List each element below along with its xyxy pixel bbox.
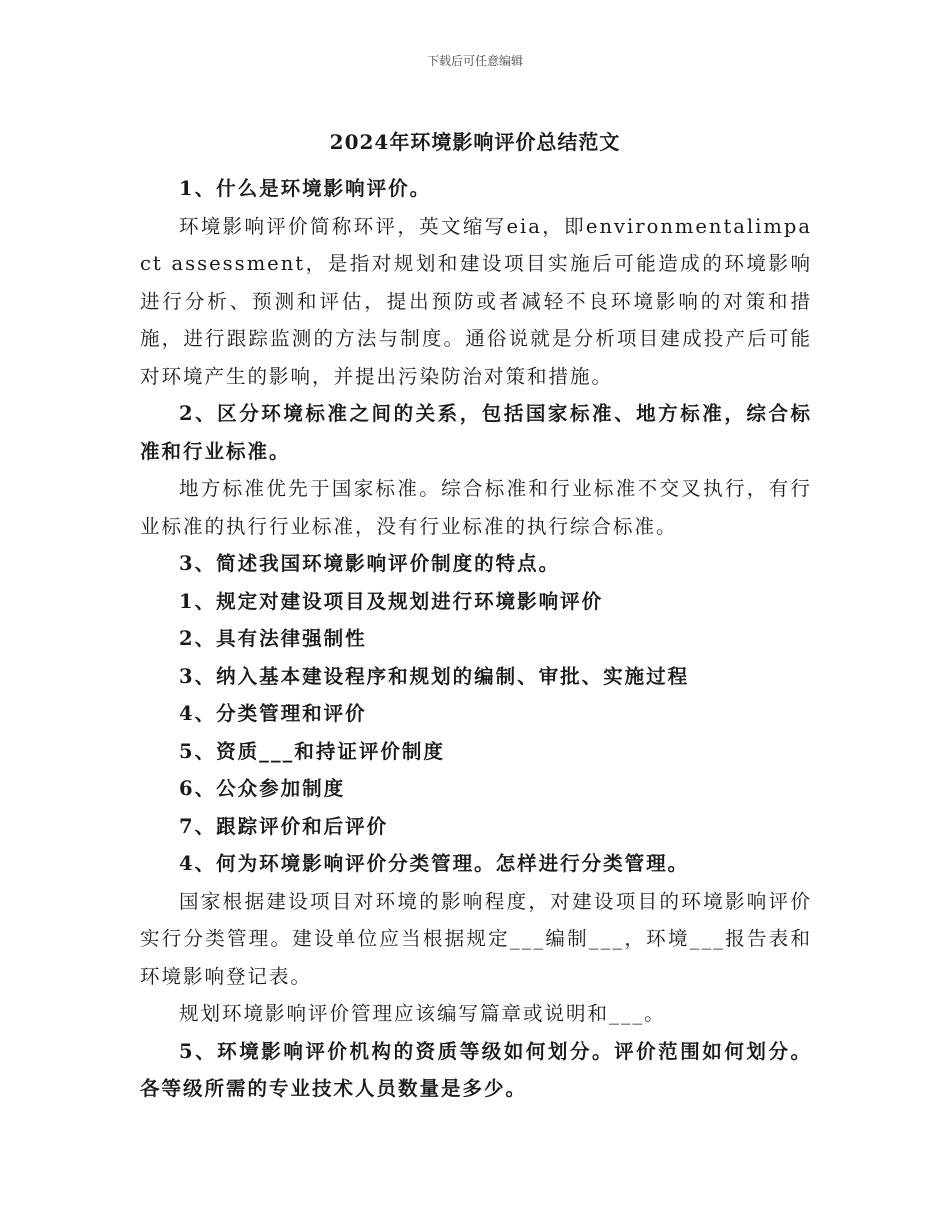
paragraph: 规划环境影响评价管理应该编写篇章或说明和___。 <box>179 1002 666 1025</box>
paragraph: 7、跟踪评价和后评价 <box>179 814 389 838</box>
paragraph: 3、简述我国环境影响评价制度的特点。 <box>179 552 561 575</box>
paragraph: 地方标准优先于国家标准。综合标准和行业标准不交叉执行，有行业标准的执行行业标准，没有行业标准的执行综合标准。 <box>140 477 812 538</box>
paragraph: 3、纳入基本建设程序和规划的编制、审批、实施过程 <box>179 664 690 688</box>
paragraph: 2、区分环境标准之间的关系，包括国家标准、地方标准，综合标准和行业标准。 <box>140 402 812 463</box>
page-header: 下载后可任意编辑 <box>426 54 523 68</box>
document-body <box>140 170 812 1108</box>
paragraph: 6、公众参加制度 <box>179 777 346 800</box>
paragraph: 环境影响评价简称环评，英文缩写eia，即environmentalimpact assessment，是指对规划和建设项目实施后可能造成的环境影响进行分析、预测和评估，提出预防或者减轻不良环境影响的对策和措施，进行跟踪监测的方法与制度。通俗说就是分析项目建成投产后可能对环境产生的影响，并提出污染防治对策和措施。 <box>140 214 812 388</box>
paragraph: 4、分类管理和评价 <box>179 702 367 725</box>
paragraph: 5、资质___和持证评价制度 <box>179 739 445 763</box>
paragraph: 1、什么是环境影响评价。 <box>179 177 432 200</box>
paragraph: 1、规定对建设项目及规划进行环境影响评价 <box>179 589 604 613</box>
paragraph: 5、环境影响评价机构的资质等级如何划分。评价范围如何划分。各等级所需的专业技术人员数量是多少。 <box>140 1039 812 1100</box>
document-title: 2024年环境影响评价总结范文 <box>329 130 621 154</box>
paragraph: 国家根据建设项目对环境的影响程度，对建设项目的环境影响评价实行分类管理。建设单位应当根据规定___编制___，环境___报告表和环境影响登记表。 <box>140 889 812 988</box>
paragraph: 4、何为环境影响评价分类管理。怎样进行分类管理。 <box>179 852 690 875</box>
paragraph: 2、具有法律强制性 <box>179 627 367 650</box>
